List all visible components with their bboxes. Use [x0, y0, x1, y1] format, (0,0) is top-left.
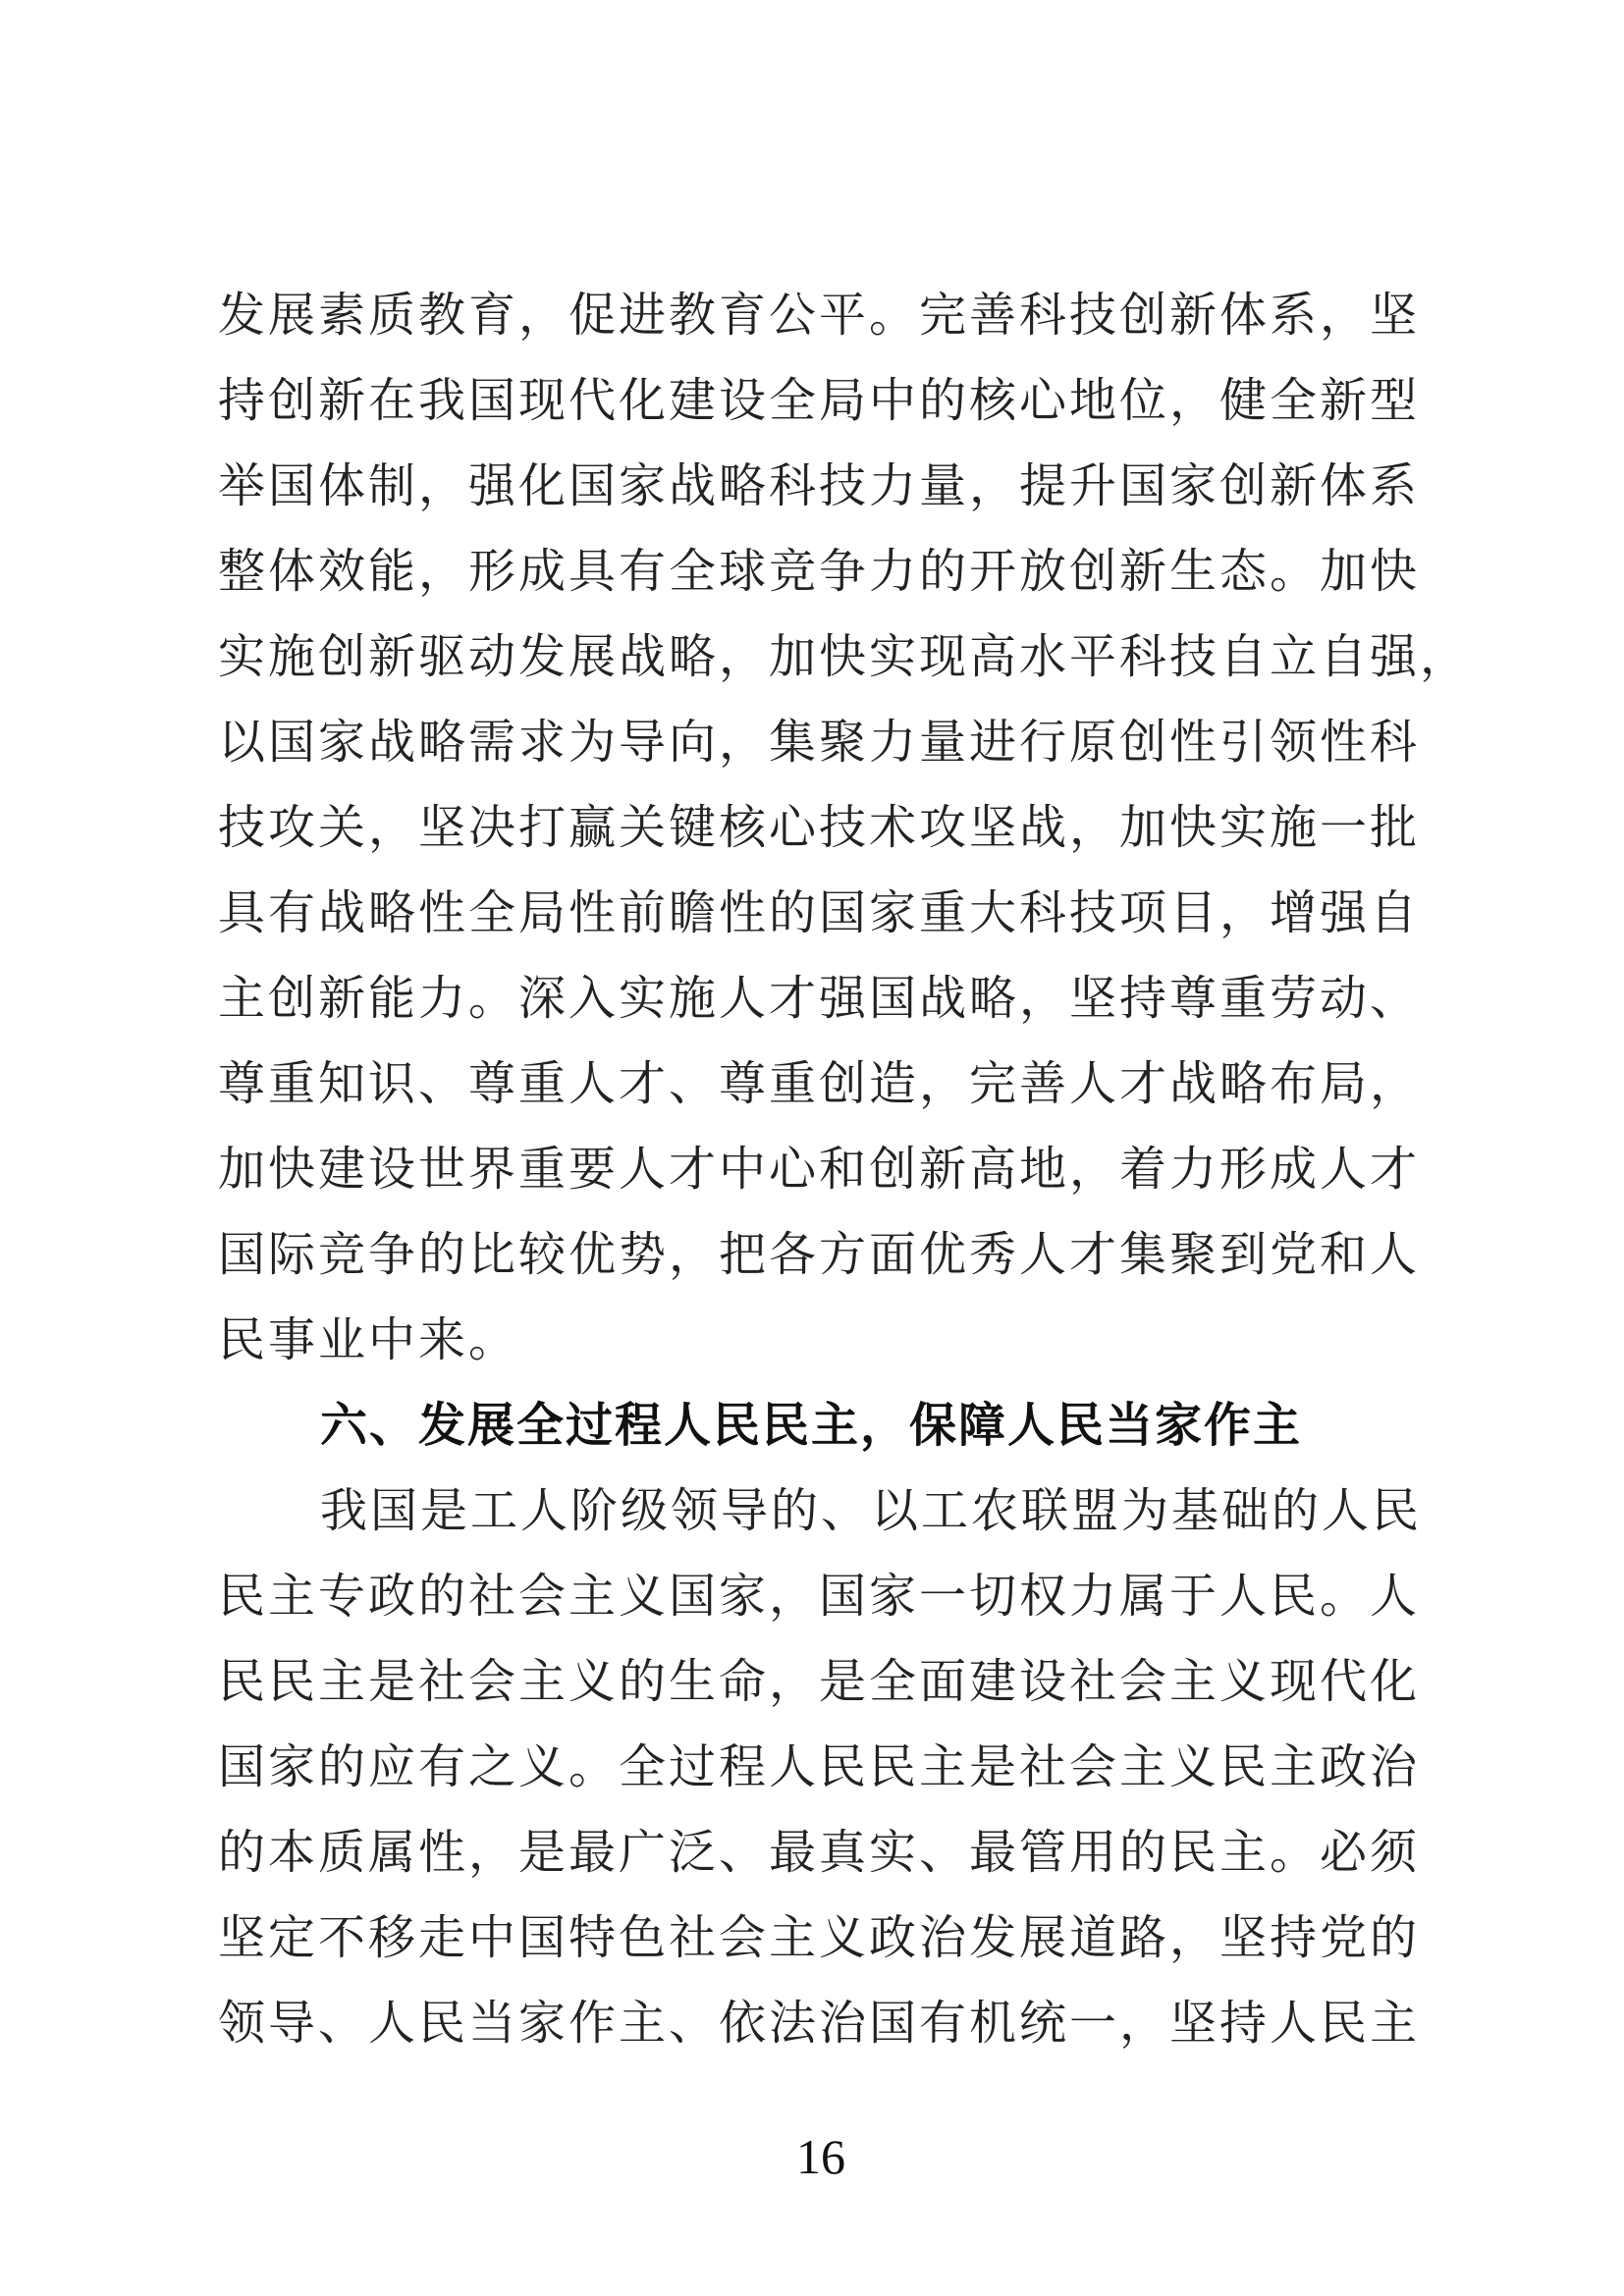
body-line: 技攻关，坚决打赢关键核心技术攻坚战，加快实施一批	[218, 800, 1421, 855]
body-line: 国际竞争的比较优势，把各方面优秀人才集聚到党和人	[218, 1227, 1421, 1282]
section-heading: 六、发展全过程人民民主，保障人民当家作主	[320, 1398, 1303, 1453]
body-line: 领导、人民当家作主、依法治国有机统一，坚持人民主	[218, 1996, 1421, 2051]
body-line: 民民主是社会主义的生命，是全面建设社会主义现代化	[218, 1654, 1421, 1709]
body-line: 尊重知识、尊重人才、尊重创造，完善人才战略布局，	[218, 1056, 1421, 1111]
body-line: 实施创新驱动发展战略，加快实现高水平科技自立自强，	[218, 629, 1471, 684]
body-line: 具有战略性全局性前瞻性的国家重大科技项目，增强自	[218, 885, 1421, 940]
body-line: 坚定不移走中国特色社会主义政治发展道路，坚持党的	[218, 1910, 1421, 1965]
body-line-paragraph-start: 我国是工人阶级领导的、以工农联盟为基础的人民	[320, 1483, 1423, 1538]
text-column	[218, 273, 1471, 2066]
body-line: 持创新在我国现代化建设全局中的核心地位，健全新型	[218, 373, 1421, 428]
body-line: 加快建设世界重要人才中心和创新高地，着力形成人才	[218, 1142, 1421, 1197]
body-line: 民主专政的社会主义国家，国家一切权力属于人民。人	[218, 1569, 1421, 1624]
body-line: 发展素质教育，促进教育公平。完善科技创新体系，坚	[218, 288, 1421, 343]
page-number: 16	[796, 2129, 845, 2184]
body-line: 的本质属性，是最广泛、最真实、最管用的民主。必须	[218, 1825, 1421, 1880]
body-line: 举国体制，强化国家战略科技力量，提升国家创新体系	[218, 458, 1421, 513]
body-line: 民事业中来。	[218, 1312, 519, 1367]
body-line: 主创新能力。深入实施人才强国战略，坚持尊重劳动、	[218, 971, 1421, 1026]
body-line: 整体效能，形成具有全球竞争力的开放创新生态。加快	[218, 544, 1421, 599]
body-line: 国家的应有之义。全过程人民民主是社会主义民主政治	[218, 1739, 1421, 1794]
body-line: 以国家战略需求为导向，集聚力量进行原创性引领性科	[218, 715, 1421, 770]
